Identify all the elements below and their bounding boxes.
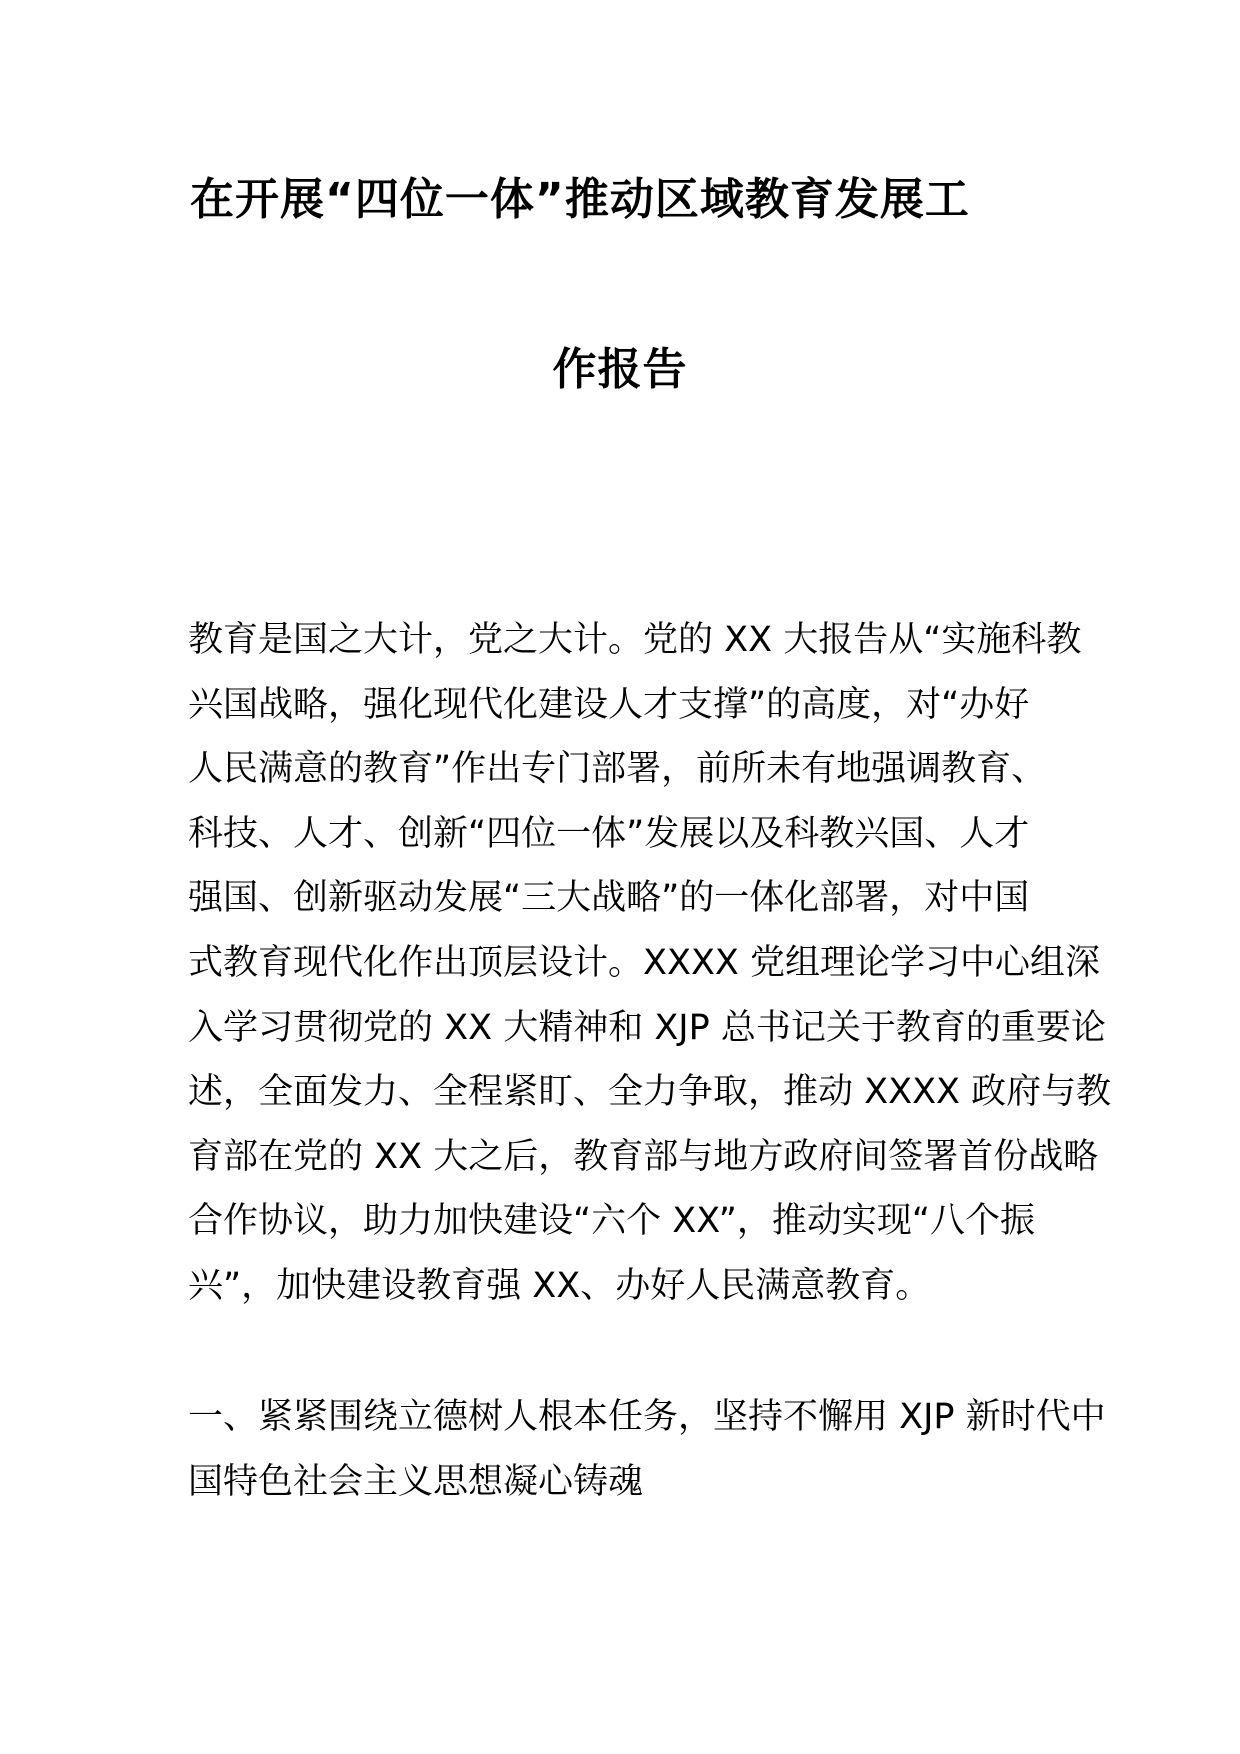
paragraph-line: 述，全面发力、全程紧盯、全力争取，推动 XXXX 政府与教	[188, 1072, 1112, 1113]
paragraph-line: 人民满意的教育”作出专门部署，前所未有地强调教育、	[188, 749, 1047, 790]
paragraph-line: 入学习贯彻党的 XX 大精神和 XJP 总书记关于教育的重要论	[188, 1007, 1106, 1048]
paragraph-line: 强国、创新驱动发展“三大战略”的一体化部署，对中国	[188, 878, 1030, 919]
paragraph-line: 教育是国之大计，党之大计。党的 XX 大报告从“实施科教	[188, 620, 1082, 660]
section-heading-line: 一、紧紧围绕立德树人根本任务，坚持不懈用 XJP 新时代中	[188, 1397, 1106, 1437]
section-heading-1	[188, 1385, 1106, 1514]
title-line-1: 在开展“四位一体”推动区域教育发展工	[190, 174, 970, 225]
paragraph-line: 合作协议，助力加快建设“六个 XX”，推动实现“八个振	[188, 1201, 1036, 1242]
paragraph-line: 育部在党的 XX 大之后，教育部与地方政府间签署首份战略	[188, 1136, 1099, 1177]
paragraph-line: 式教育现代化作出顶层设计。XXXX 党组理论学习中心组深	[188, 942, 1101, 983]
paragraph-line: 兴”，加快建设教育强 XX、办好人民满意教育。	[188, 1265, 931, 1306]
section-heading-line: 国特色社会主义思想凝心铸魂	[188, 1461, 644, 1502]
paragraph-line: 科技、人才、创新“四位一体”发展以及科教兴国、人才	[188, 813, 1030, 854]
intro-paragraph	[188, 608, 1112, 1319]
paragraph-line: 兴国战略，强化现代化建设人才支撑”的高度，对“办好	[188, 684, 1030, 725]
title-line-2: 作报告	[552, 344, 688, 395]
document-title	[190, 170, 1050, 400]
